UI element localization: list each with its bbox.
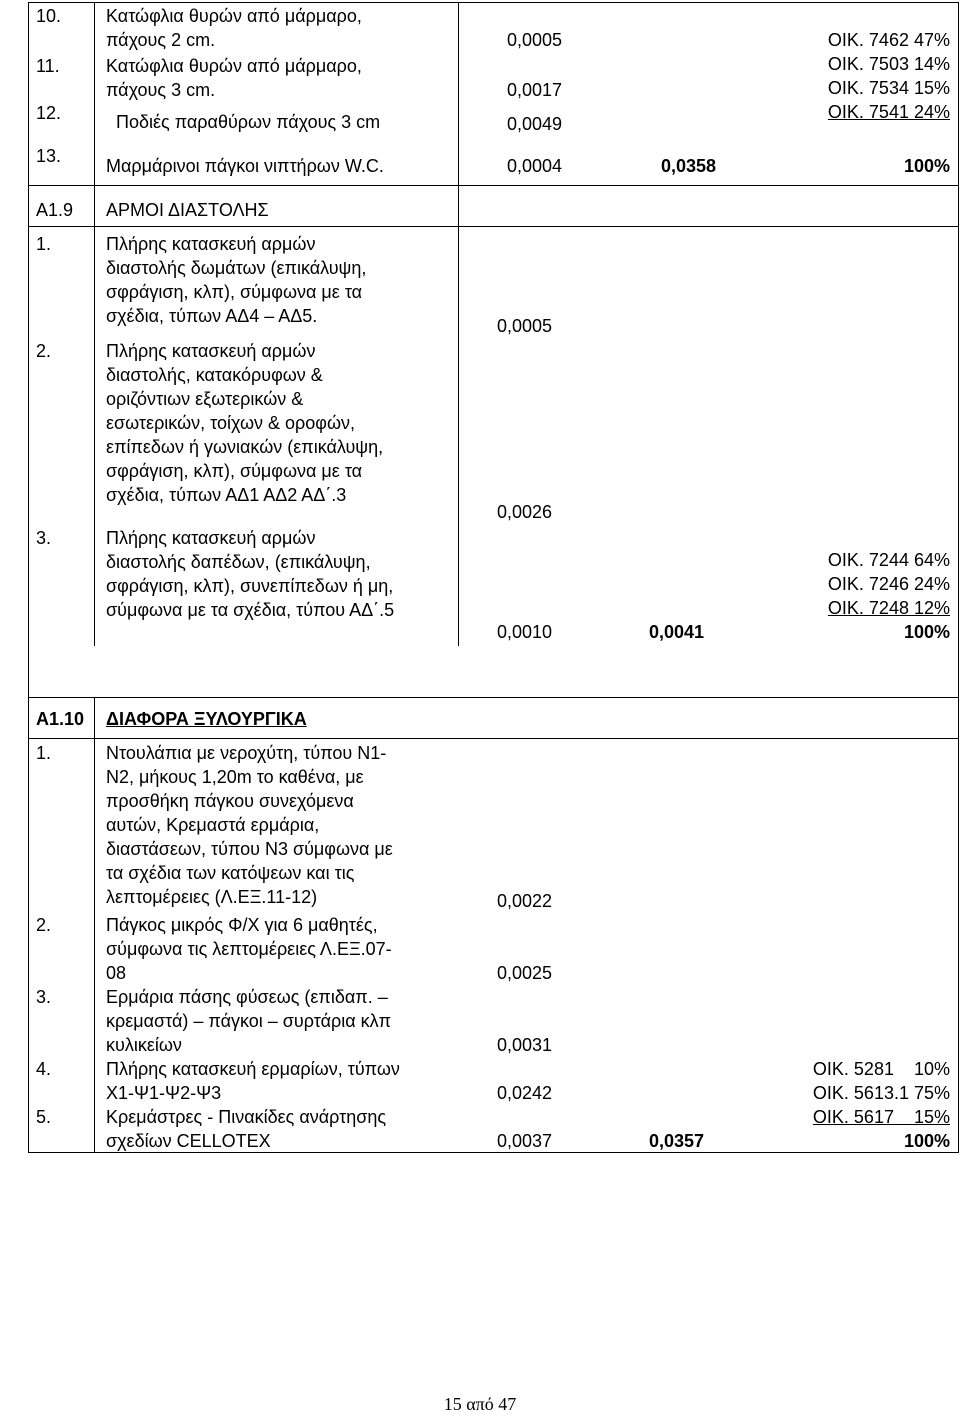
item-value: 0,0022: [496, 891, 552, 911]
section-code: Α1.10: [36, 709, 85, 729]
row-number: 12.: [36, 103, 62, 123]
row-divider: [28, 697, 958, 698]
item-description: Ερμάρια πάσης φύσεως (επιδαπ. – κρεμαστά) – πάγκοι – συρτάρια κλπ κυλικείων: [106, 987, 392, 1055]
row-code: ΟΙΚ. 7503 14%: [827, 54, 950, 74]
column-divider: [94, 697, 95, 1153]
block-total: 0,0358: [660, 156, 716, 176]
row-number: 11.: [36, 56, 60, 76]
row-number: 13.: [36, 146, 62, 166]
row-description: Ποδιές παραθύρων πάχους 3 cm: [116, 112, 381, 132]
section-code-line: ΟΙΚ. 5613.1 75%: [812, 1083, 950, 1103]
row-value: 0,0049: [506, 114, 562, 134]
section-title: ΔΙΑΦΟΡΑ ΞΥΛΟΥΡΓΙΚΑ: [106, 709, 307, 729]
row-code: ΟΙΚ. 7541 24%: [827, 102, 950, 122]
item-number: 3.: [36, 528, 52, 548]
page-number: 15 από 47: [443, 1394, 517, 1414]
item-value: 0,0031: [496, 1035, 552, 1055]
row-description: Κατώφλια θυρών από μάρμαρο, πάχους 2 cm.: [106, 6, 362, 50]
section-title: ΑΡΜΟΙ ΔΙΑΣΤΟΛΗΣ: [106, 200, 269, 220]
column-divider: [94, 2, 95, 646]
section-code-line: ΟΙΚ. 5281 10%: [812, 1059, 950, 1079]
section-code-line: ΟΙΚ. 7246 24%: [827, 574, 950, 594]
row-divider: [28, 185, 958, 186]
item-number: 1.: [36, 743, 52, 763]
row-value: 0,0005: [506, 30, 562, 50]
table-border-left: [28, 2, 29, 1153]
item-description: Πάγκος μικρός Φ/Χ για 6 μαθητές, σύμφωνα τις λεπτομέρειες Λ.ΕΞ.07- 08: [106, 915, 392, 983]
row-divider: [28, 226, 958, 227]
row-divider: [28, 738, 958, 739]
section-code-line: ΟΙΚ. 7244 64%: [827, 550, 950, 570]
row-code: ΟΙΚ. 7534 15%: [827, 78, 950, 98]
item-value: 0,0242: [496, 1083, 552, 1103]
item-description: Πλήρης κατασκευή αρμών διαστολής δαπέδων, (επικάλυψη, σφράγιση, κλπ), συνεπίπεδων ή μη, σύμφωνα με τα σχέδια, τύπου ΑΔ΄.5: [106, 528, 395, 620]
row-description: Κατώφλια θυρών από μάρμαρο, πάχους 3 cm.: [106, 56, 362, 100]
section-total: 0,0357: [648, 1131, 704, 1151]
item-number: 3.: [36, 987, 52, 1007]
item-value: 0,0005: [496, 316, 552, 336]
item-number: 5.: [36, 1107, 52, 1127]
item-value: 0,0026: [496, 502, 552, 522]
section-code-line: ΟΙΚ. 7248 12%: [827, 598, 950, 618]
table-border-top: [28, 2, 958, 3]
section-total: 0,0041: [648, 622, 704, 642]
item-description: Πλήρης κατασκευή αρμών διαστολής δωμάτων (επικάλυψη, σφράγιση, κλπ), σύμφωνα με τα σχέδια, τύπων ΑΔ4 – ΑΔ5.: [106, 234, 367, 326]
section-code-line: ΟΙΚ. 5617 15%: [812, 1107, 950, 1127]
item-description: Ντουλάπια με νεροχύτη, τύπου Ν1- Ν2, μήκους 1,20m το καθένα, με προσθήκη πάγκου συνεχόμενα αυτών, Κρεμαστά ερμάρια, διαστάσεων, τύπου Ν3 σύμφωνα με τα σχέδια των κατόψεων και τις λεπτομέρειες (Λ.ΕΞ.11-12): [106, 743, 393, 907]
item-description: Πλήρης κατασκευή ερμαρίων, τύπων Χ1-Ψ1-Ψ2-Ψ3: [106, 1059, 400, 1103]
row-code: ΟΙΚ. 7462 47%: [827, 30, 950, 50]
table-border-right: [958, 2, 959, 1153]
block-percent: 100%: [903, 156, 950, 176]
row-number: 10.: [36, 6, 62, 26]
section-code: Α1.9: [36, 200, 74, 220]
row-value: 0,0004: [506, 156, 562, 176]
item-value: 0,0037: [496, 1131, 552, 1151]
section-percent: 100%: [903, 1131, 950, 1151]
item-number: 1.: [36, 234, 52, 254]
item-number: 2.: [36, 915, 52, 935]
section-percent: 100%: [903, 622, 950, 642]
column-divider: [458, 2, 459, 646]
item-description: Κρεμάστρες - Πινακίδες ανάρτησης σχεδίων CELLOTEX: [106, 1107, 387, 1151]
item-number: 4.: [36, 1059, 52, 1079]
item-number: 2.: [36, 341, 52, 361]
row-value: 0,0017: [506, 80, 562, 100]
item-value: 0,0010: [496, 622, 552, 642]
row-description: Μαρμάρινοι πάγκοι νιπτήρων W.C.: [106, 156, 384, 176]
item-value: 0,0025: [496, 963, 552, 983]
item-description: Πλήρης κατασκευή αρμών διαστολής, κατακόρυφων & οριζόντιων εξωτερικών & εσωτερικών, τοίχων & οροφών, επίπεδων ή γωνιακών (επικάλυψη, σφράγιση, κλπ), σύμφωνα με τα σχέδια, τύπων ΑΔ1 ΑΔ2 ΑΔ΄.3: [106, 341, 384, 505]
